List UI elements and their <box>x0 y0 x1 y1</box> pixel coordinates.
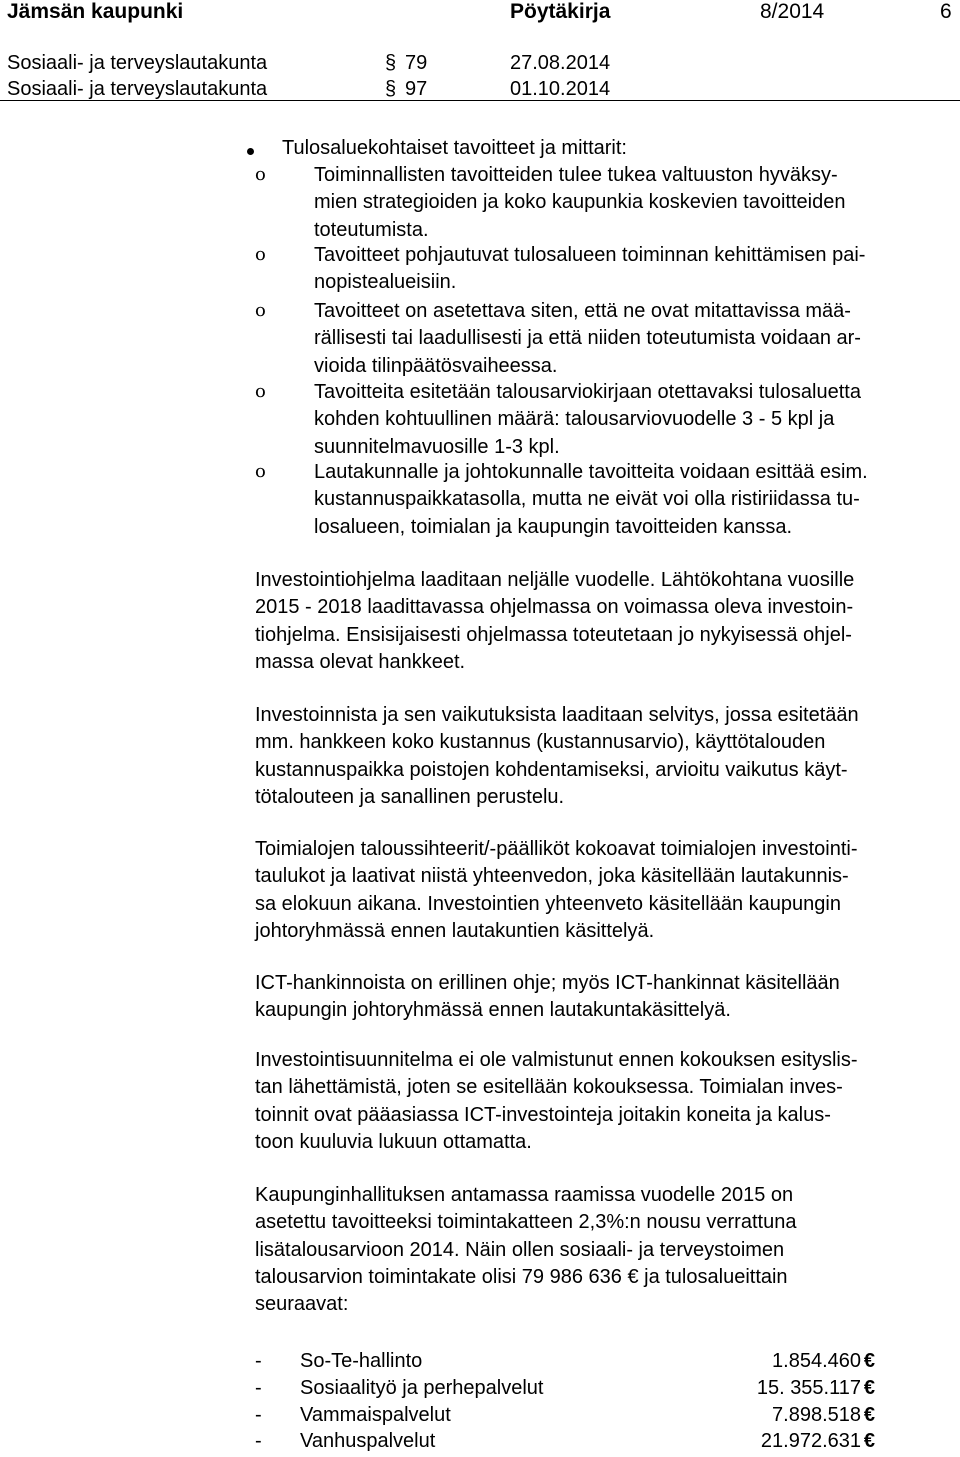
text-line: vioida tilinpäätösvaiheessa. <box>314 354 558 377</box>
currency-symbol: € <box>863 1377 875 1399</box>
circle-bullet-icon: o <box>255 300 266 321</box>
text-line: talousarvion toimintakate olisi 79 986 636 € ja tulosalueittain <box>255 1265 788 1288</box>
bullet-icon <box>247 148 254 155</box>
text-line: 2015 - 2018 laadittavassa ohjelmassa on voimassa oleva investoin- <box>255 596 854 619</box>
text-line: Tavoitteet pohjautuvat tulosalueen toiminnan kehittämisen pai- <box>314 244 866 266</box>
paragraph-secretaries <box>255 836 955 945</box>
text-line: kaupungin johtoryhmässä ennen lautakuntakäsittelyä. <box>255 999 731 1022</box>
meeting-board-2: Sosiaali- ja terveyslautakunta <box>7 78 268 100</box>
text-line: suunnitelmavuosille 1-3 kpl. <box>314 435 560 458</box>
budget-item-name: Sosiaalityö ja perhepalvelut <box>300 1377 544 1399</box>
text-line: Kaupunginhallituksen antamassa raamissa vuodelle 2015 on <box>255 1184 794 1206</box>
text-line: Investoinnista ja sen vaikutuksista laaditaan selvitys, jossa esitetään <box>255 704 859 726</box>
text-line: Lautakunnalle ja johtokunnalle tavoitteita voidaan esittää esim. <box>314 461 868 483</box>
budget-item-name: Vammaispalvelut <box>300 1404 451 1426</box>
budget-row <box>255 1350 875 1377</box>
text-line: tötalouteen ja sanallinen perustelu. <box>255 785 565 808</box>
section-symbol-1: § <box>385 52 397 74</box>
sub-item-4 <box>314 379 861 461</box>
header-divider <box>0 100 960 101</box>
text-line: Tavoitteita esitetään talousarviokirjaan otettavaksi tulosaluetta <box>314 381 861 403</box>
budget-row <box>255 1430 875 1457</box>
paragraph-ict <box>255 970 955 1025</box>
page-number: 6 <box>940 0 952 23</box>
meeting-date-2: 01.10.2014 <box>510 78 611 100</box>
text-line: kohden kohtuullinen määrä: talousarviovuodelle 3 - 5 kpl ja <box>314 408 835 431</box>
text-line: mm. hankkeen koko kustannus (kustannusarvio), käyttötalouden <box>255 731 826 754</box>
sub-item-1 <box>314 162 845 244</box>
circle-bullet-icon: o <box>255 164 266 185</box>
text-line: rällisesti tai laadullisesti ja että niiden toteutumista voidaan ar- <box>314 327 861 350</box>
text-line: seuraavat: <box>255 1293 349 1316</box>
text-line: tan lähettämistä, joten se esitellään kokouksessa. Toimialan inves- <box>255 1076 843 1099</box>
budget-row <box>255 1404 875 1431</box>
paragraph-city-board-frame <box>255 1182 955 1318</box>
budget-item-amount: 15. 355.117 <box>756 1377 861 1399</box>
circle-bullet-icon: o <box>255 461 266 482</box>
text-line: toinnit ovat pääasiassa ICT-investointeja joitakin koneita ja kalus- <box>255 1103 831 1126</box>
paragraph-investment-plan <box>255 1047 955 1156</box>
sub-item-2 <box>314 242 865 297</box>
text-line: toon kuuluvia lukuun ottamatta. <box>255 1130 532 1153</box>
dash: - <box>255 1404 262 1426</box>
text-line: kustannuspaikkatasolla, mutta ne eivät voi olla ristiriidassa tu- <box>314 488 860 511</box>
text-line: Toimialojen taloussihteerit/-päälliköt kokoavat toimialojen investointi- <box>255 838 858 860</box>
budget-item-name: So-Te-hallinto <box>300 1350 423 1372</box>
text-line: taulukot ja laativat niistä yhteenvedon, joka käsitellään lautakunnis- <box>255 865 849 888</box>
dash: - <box>255 1377 262 1399</box>
text-line: sa elokuun aikana. Investointien yhteenveto käsitellään kaupungin <box>255 892 841 915</box>
meeting-section-1: 79 <box>405 52 428 74</box>
bullet-title: Tulosaluekohtaiset tavoitteet ja mittarit: <box>282 137 627 159</box>
text-line: tiohjelma. Ensisijaisesti ohjelmassa toteutetaan jo nykyisessä ohjel- <box>255 623 852 646</box>
budget-item-amount: 21.972.631 <box>760 1430 861 1452</box>
section-symbol-2: § <box>385 78 397 100</box>
sub-item-3 <box>314 298 861 380</box>
paragraph-investment-program <box>255 567 955 676</box>
text-line: Investointisuunnitelma ei ole valmistunut ennen kokouksen esityslis- <box>255 1049 858 1071</box>
meeting-date-1: 27.08.2014 <box>510 52 611 74</box>
sub-item-5 <box>314 459 868 541</box>
text-line: toteutumista. <box>314 218 429 241</box>
circle-bullet-icon: o <box>255 244 266 265</box>
text-line: Toiminnallisten tavoitteiden tulee tukea valtuuston hyväksy- <box>314 164 838 186</box>
budget-item-amount: 1.854.460 <box>772 1350 861 1372</box>
budget-row <box>255 1377 875 1404</box>
circle-bullet-icon: o <box>255 381 266 402</box>
currency-symbol: € <box>863 1404 875 1426</box>
currency-symbol: € <box>863 1430 875 1452</box>
text-line: asetettu tavoitteeksi toimintakatteen 2,3%:n nousu verrattuna <box>255 1211 797 1234</box>
issue-number: 8/2014 <box>760 0 825 23</box>
paragraph-investment-report <box>255 702 955 811</box>
currency-symbol: € <box>863 1350 875 1372</box>
budget-item-name: Vanhuspalvelut <box>300 1430 436 1452</box>
text-line: ICT-hankinnoista on erillinen ohje; myös ICT-hankinnat käsitellään <box>255 972 840 994</box>
text-line: kustannuspaikka poistojen kohdentamiseksi, arvioitu vaikutus käyt- <box>255 758 848 781</box>
text-line: massa olevat hankkeet. <box>255 650 466 673</box>
dash: - <box>255 1430 262 1452</box>
text-line: johtoryhmässä ennen lautakuntien käsittelyä. <box>255 919 655 942</box>
meeting-section-2: 97 <box>405 78 428 100</box>
meeting-board-1: Sosiaali- ja terveyslautakunta <box>7 52 268 74</box>
text-line: mien strategioiden ja koko kaupunkia koskevien tavoitteiden <box>314 191 846 214</box>
text-line: losalueen, toimialan ja kaupungin tavoitteiden kanssa. <box>314 515 793 538</box>
dash: - <box>255 1350 262 1372</box>
budget-item-amount: 7.898.518 <box>772 1404 861 1426</box>
text-line: nopistealueisiin. <box>314 271 457 294</box>
city-name: Jämsän kaupunki <box>7 0 184 23</box>
text-line: Tavoitteet on asetettava siten, että ne ovat mitattavissa mää- <box>314 300 851 322</box>
text-line: Investointiohjelma laaditaan neljälle vuodelle. Lähtökohtana vuosille <box>255 569 855 591</box>
text-line: lisätalousarvioon 2014. Näin ollen sosiaali- ja terveystoimen <box>255 1238 785 1261</box>
document-type: Pöytäkirja <box>510 0 611 23</box>
